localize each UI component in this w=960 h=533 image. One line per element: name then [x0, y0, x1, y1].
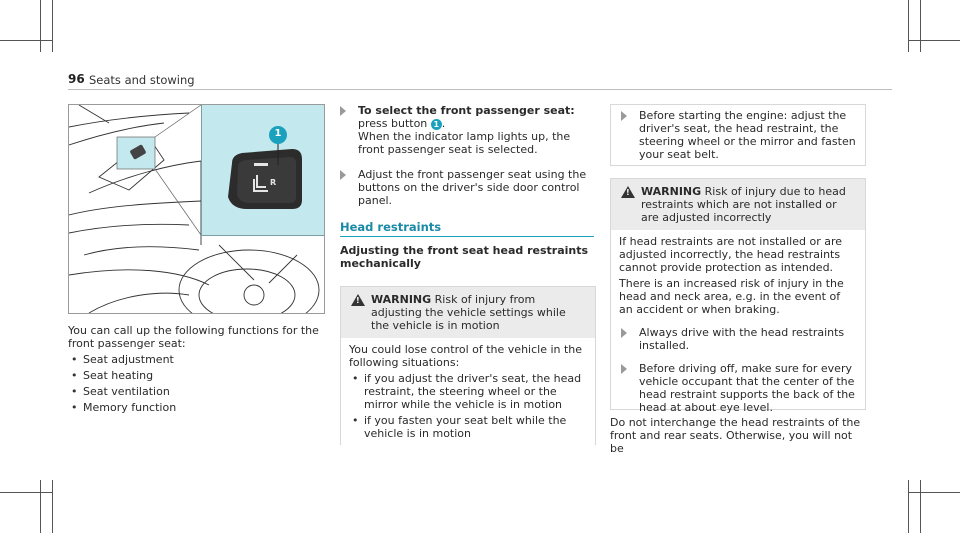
list-item: • Seat ventilation [68, 385, 323, 398]
crop-mark [908, 480, 909, 533]
col2-steps [340, 104, 594, 207]
crop-mark [920, 480, 921, 533]
warning-body [341, 338, 595, 440]
warning-list [349, 372, 587, 440]
crop-mark [0, 492, 52, 493]
button-1-badge: 1 [431, 119, 442, 130]
arrow-icon [621, 328, 627, 338]
warning-para-2: There is an increased risk of injury in the head and neck area, e.g. in the event of an accident or when braking. [619, 277, 844, 316]
list-item: • Seat adjustment [68, 353, 323, 366]
arrow-icon [621, 364, 627, 374]
step2-text: Adjust the front passenger seat using the buttons on the driver's side door control panel. [358, 168, 587, 207]
warning-body-text: You could lose control of the vehicle in the following situations: [349, 343, 583, 369]
warning-label: WARNING [641, 185, 702, 198]
warning-body [611, 230, 865, 414]
instruction-text: Before starting the engine: adjust the driver's seat, the head restraint, the steering wheel or the mirror and fasten your seat belt. [639, 109, 856, 161]
arrow-icon [340, 106, 346, 116]
subheading: Adjusting the front seat head restraints mechanically [340, 244, 589, 270]
callout-1: 1 [274, 128, 282, 139]
function-list [68, 353, 323, 414]
seat-switch-illustration [202, 105, 325, 235]
figure-inset [201, 105, 325, 236]
arrow-icon [621, 111, 627, 121]
header-divider [68, 89, 892, 90]
warning-icon [621, 186, 635, 198]
section-rule [340, 236, 594, 237]
switch-r-label: R [270, 178, 277, 187]
warning-icon [351, 294, 365, 306]
crop-mark [908, 0, 909, 52]
crop-mark [0, 40, 52, 41]
figure-door-panel [68, 104, 325, 314]
footer-paragraph: Do not interchange the head restraints of the front and rear seats. Otherwise, you will not be [610, 416, 861, 455]
warning-step-2-text: Before driving off, make sure for every vehicle occupant that the center of the head restraint supports the back of the head at about eye level. [639, 362, 855, 414]
section-title-head-restraints: Head restraints [340, 220, 442, 234]
warning-label: WARNING [371, 293, 432, 306]
step1-text: press button [358, 117, 428, 130]
crop-mark [40, 0, 41, 52]
warning-step-1-text: Always drive with the head restraints installed. [639, 326, 845, 352]
crop-mark [40, 480, 41, 533]
list-item: • Memory function [68, 401, 323, 414]
col1-intro: You can call up the following functions for the front passenger seat: [68, 324, 319, 350]
list-item: • if you adjust the driver's seat, the head restraint, the steering wheel or the mirror while the vehicle is in motion [349, 372, 587, 411]
crop-mark [908, 492, 960, 493]
warning-title: Risk of injury due to head restraints which are not installed or are adjusted incorrectly [641, 185, 846, 224]
warning-header [341, 287, 595, 338]
instruction-box [610, 104, 866, 166]
crop-mark [920, 0, 921, 52]
warning-title: Risk of injury from adjusting the vehicle settings while the vehicle is in motion [371, 293, 566, 332]
page-number: 96 [68, 72, 85, 86]
instruction-step [611, 105, 865, 161]
page-title: Seats and stowing [89, 73, 195, 87]
list-item: • Seat heating [68, 369, 323, 382]
step1-bold: To select the front passenger seat: [358, 104, 575, 117]
step-select-passenger: To select the front passenger seat: press button 1 . When the indicator lamp lights up, the front passenger seat is selected. [340, 104, 594, 156]
crop-mark [52, 0, 53, 52]
warning-header [611, 179, 865, 230]
col1-text [68, 324, 323, 414]
warning-box-motion [340, 286, 596, 445]
crop-mark [52, 480, 53, 533]
warning-step-2 [619, 362, 857, 414]
step-adjust-seat [340, 168, 594, 207]
warning-step-1 [619, 326, 857, 352]
arrow-icon [340, 170, 346, 180]
warning-box-head-restraints [610, 178, 866, 414]
list-item: • if you fasten your seat belt while the vehicle is in motion [349, 414, 587, 440]
crop-mark [908, 40, 960, 41]
step1-cont: When the indicator lamp lights up, the front passenger seat is selected. [358, 130, 571, 156]
warning-para-1: If head restraints are not installed or are adjusted incorrectly, the head restraints cannot provide protection as intended. [619, 235, 843, 274]
